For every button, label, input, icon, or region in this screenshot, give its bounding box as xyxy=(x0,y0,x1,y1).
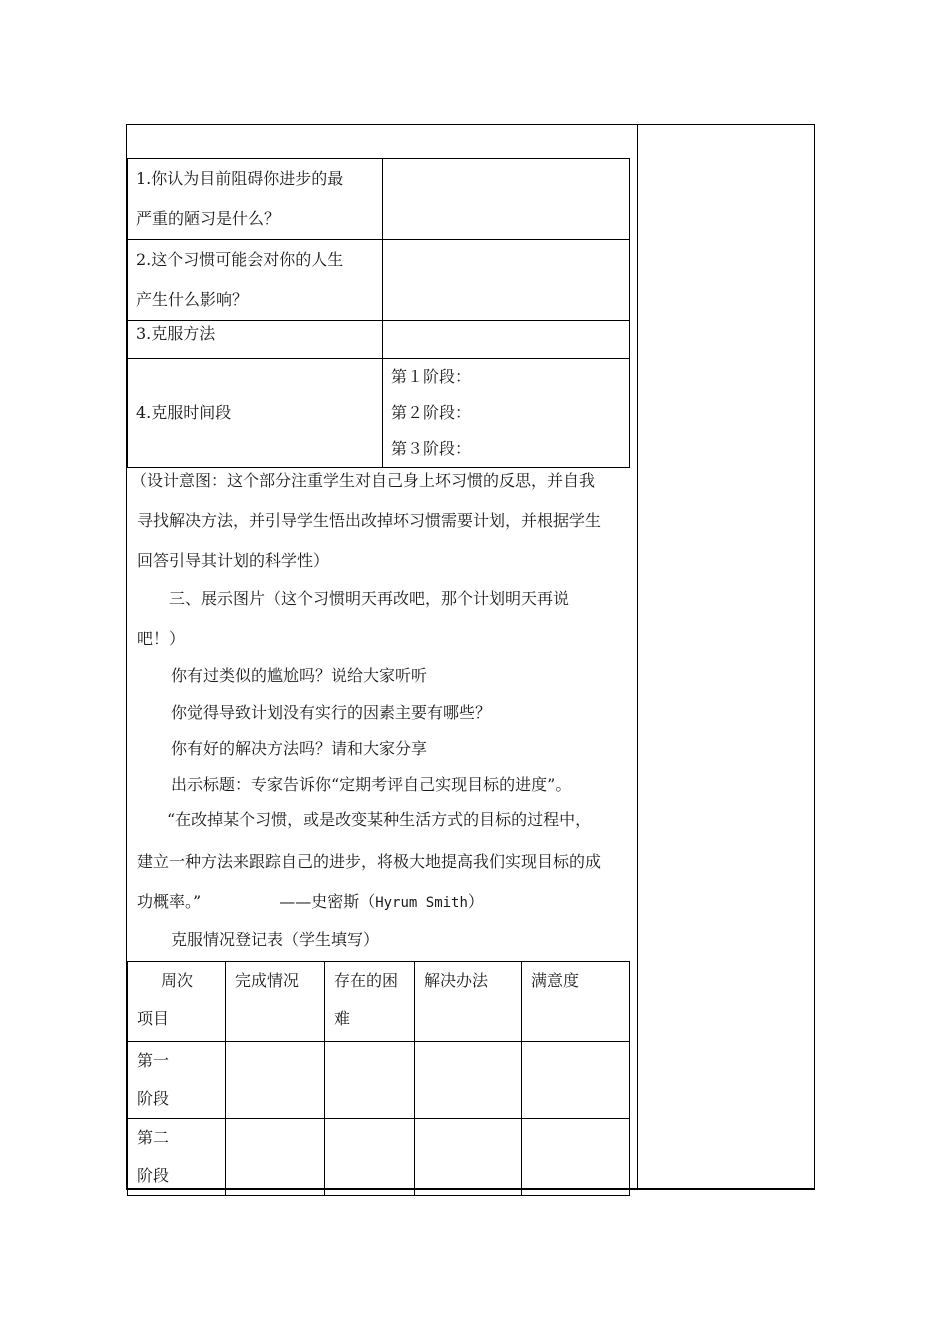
stage-line[interactable]: 第２阶段： xyxy=(391,403,472,422)
stage-label: 第一 xyxy=(137,1051,170,1070)
question-text-line: 2.这个习惯可能会对你的人生 xyxy=(136,250,344,269)
entry-cell[interactable] xyxy=(522,1119,630,1196)
section-heading-cont: 吧！） xyxy=(137,629,186,648)
stage-line[interactable]: 第３阶段： xyxy=(391,439,472,458)
stage-label: 阶段 xyxy=(137,1089,170,1108)
table-header-row xyxy=(128,962,630,1042)
header-text: 存在的困 xyxy=(334,971,399,990)
entry-cell[interactable] xyxy=(522,1042,630,1119)
header-cell xyxy=(226,962,325,1042)
question-text-line: 严重的陋习是什么？ xyxy=(136,209,281,228)
header-text: 难 xyxy=(334,1009,351,1028)
header-text: 项目 xyxy=(137,1009,170,1028)
quote-author: ——史密斯（ xyxy=(279,892,376,911)
table-row xyxy=(128,321,630,359)
question-text-line: 产生什么影响？ xyxy=(136,290,249,309)
question-cell xyxy=(128,321,383,359)
stage-label-cell xyxy=(128,1042,226,1119)
answer-cell[interactable] xyxy=(383,321,630,359)
stages-cell xyxy=(383,359,630,468)
discussion-question: 你有好的解决方法吗？请和大家分享 xyxy=(171,739,428,758)
table-row xyxy=(128,1119,630,1196)
quote-author-english: Hyrum Smith xyxy=(375,895,468,911)
header-text: 完成情况 xyxy=(235,971,300,990)
record-table xyxy=(127,961,630,1196)
record-table-title: 克服情况登记表（学生填写） xyxy=(171,930,380,949)
entry-cell[interactable] xyxy=(415,1119,522,1196)
entry-cell[interactable] xyxy=(325,1042,415,1119)
question-text-line: 4.克服时间段 xyxy=(136,403,232,422)
section-heading: 三、展示图片（这个习惯明天再改吧，那个计划明天再说 xyxy=(169,589,570,608)
stage-line[interactable]: 第１阶段： xyxy=(391,367,472,386)
entry-cell[interactable] xyxy=(415,1042,522,1119)
design-note-line: 寻找解决方法，并引导学生悟出改掉坏习惯需要计划，并根据学生 xyxy=(137,511,602,530)
quote-line: 建立一种方法来跟踪自己的进步，将极大地提高我们实现目标的成 xyxy=(137,852,602,871)
header-text: 周次 xyxy=(161,971,194,990)
header-text: 满意度 xyxy=(531,971,580,990)
stage-label: 第二 xyxy=(137,1128,170,1147)
header-cell xyxy=(415,962,522,1042)
table-row xyxy=(128,359,630,468)
discussion-question: 你有过类似的尴尬吗？说给大家听听 xyxy=(171,666,428,685)
entry-cell[interactable] xyxy=(226,1119,325,1196)
header-cell xyxy=(522,962,630,1042)
stage-label: 阶段 xyxy=(137,1166,170,1185)
table-row xyxy=(128,1042,630,1119)
quote-author-close: ） xyxy=(467,892,484,911)
question-text-line: 3.克服方法 xyxy=(136,324,216,343)
question-cell xyxy=(128,159,383,240)
outer-frame xyxy=(126,124,815,1190)
answer-cell[interactable] xyxy=(383,159,630,240)
title-line: 出示标题：专家告诉你“定期考评自己实现目标的进度”。 xyxy=(171,775,572,794)
header-text: 解决办法 xyxy=(424,971,489,990)
question-table xyxy=(127,158,630,468)
discussion-question: 你觉得导致计划没有实行的因素主要有哪些？ xyxy=(171,703,492,722)
table-row xyxy=(128,240,630,321)
quote-line xyxy=(137,883,632,922)
entry-cell[interactable] xyxy=(325,1119,415,1196)
header-cell xyxy=(128,962,226,1042)
header-cell xyxy=(325,962,415,1042)
stage-label-cell xyxy=(128,1119,226,1196)
quote-text: 功概率。” xyxy=(137,892,202,911)
table-row xyxy=(128,159,630,240)
question-cell xyxy=(128,240,383,321)
design-note-line: （设计意图：这个部分注重学生对自己身上坏习惯的反思，并自我 xyxy=(131,471,596,490)
entry-cell[interactable] xyxy=(226,1042,325,1119)
quote-line: “在改掉某个习惯，或是改变某种生活方式的目标的过程中， xyxy=(167,810,592,829)
design-note-line: 回答引导其计划的科学性） xyxy=(137,551,330,570)
answer-cell[interactable] xyxy=(383,240,630,321)
question-cell xyxy=(128,359,383,468)
question-text-line: 1.你认为目前阻碍你进步的最 xyxy=(136,169,344,188)
